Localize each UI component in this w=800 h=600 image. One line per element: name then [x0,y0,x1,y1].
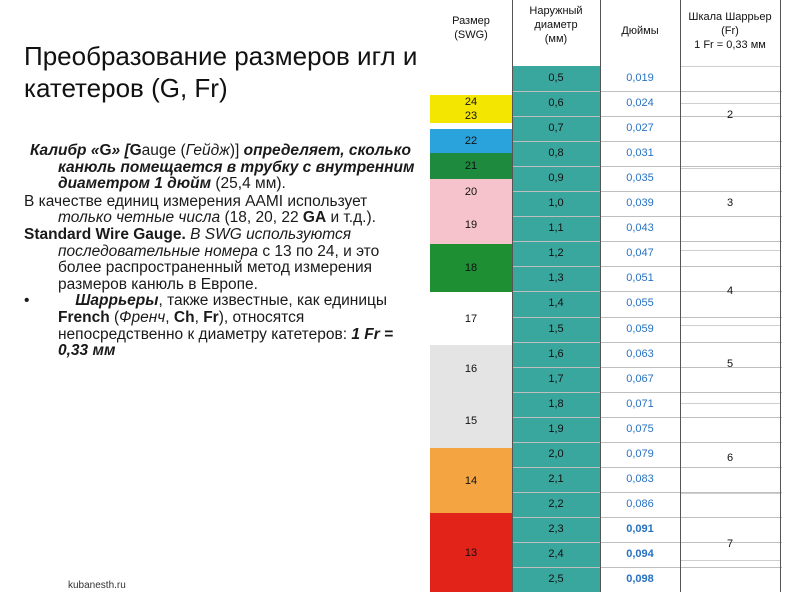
charriere-divider [680,560,780,561]
inch-cell: 0,031 [626,147,654,160]
swg-size-17: 17 [430,292,512,345]
row-line [512,91,782,92]
inch-cell: 0,047 [626,247,654,260]
diameter-cell: 0,8 [548,147,564,160]
row-line [512,392,782,393]
inch-cell: 0,071 [626,397,654,410]
diameter-cell: 1,2 [548,247,564,260]
header-text: диаметр [534,19,578,31]
footer-source: kubanesth.ru [68,580,126,591]
text-run: ( [109,308,120,326]
inch-cell: 0,051 [626,272,654,285]
swg-size-24: 24 [430,95,512,109]
diameter-cell: 0,5 [548,72,564,84]
row-line [512,342,782,343]
row-line [512,567,782,568]
text-run: определяет, сколько канюль помещается в трубку с внутренним диаметром 1 дюйм [58,142,415,193]
text-run: , также известные, как единицы [158,292,388,310]
text-run: French [58,308,110,326]
row-line [512,467,782,468]
text-run: )] [229,142,244,159]
charriere-value: 7 [726,538,734,550]
row-line [512,517,782,518]
row-line [512,266,782,267]
paragraph-aami [24,194,419,227]
swg-size-14: 14 [430,448,512,513]
header-text: Размер [452,15,490,27]
text-run: (18, 20, 22 [220,209,303,227]
charriere-value: 4 [726,285,734,297]
text-run: , [165,308,174,326]
swg-size-23: 23 [430,109,512,123]
inch-cell: 0,039 [626,197,654,210]
header-text: Шкала Шаррьер [688,11,772,23]
header-text: 1 Fr = 0,33 мм [694,39,766,51]
inch-cell: 0,063 [626,347,654,360]
column-divider [600,0,601,592]
diameter-cell: 0,6 [548,97,564,110]
inch-cell: 0,086 [626,497,654,510]
diameter-cell: 1,8 [548,397,564,410]
inch-cell: 0,043 [626,222,654,235]
diameter-cell: 2,2 [548,497,564,510]
slide-title: Преобразование размеров игл и катетеров (G, Fr) [24,41,418,103]
text-run: В качестве единиц измерения AAMI использует [24,192,368,210]
text-run: Fr [203,308,219,326]
inch-cell: 0,024 [626,97,654,110]
paragraph-charriere [24,293,419,359]
column-divider [512,0,513,592]
header-text: (Fr) [721,25,739,37]
swg-size-20: 20 [430,179,512,205]
inch-cell: 0,067 [626,372,654,385]
text-run: Шаррьеры [75,292,159,310]
paragraph-gauge [24,143,419,193]
diameter-cell: 1,3 [548,272,564,285]
charriere-value: 2 [726,109,734,121]
charriere-divider [680,250,780,251]
row-line [512,216,782,217]
diameter-cell: 2,3 [548,522,564,535]
inch-cell: 0,083 [626,472,654,485]
diameter-cell: 1,6 [548,347,564,360]
header-text: Дюймы [621,25,659,37]
inch-cell: 0,079 [626,447,654,460]
charriere-divider [680,168,780,169]
diameter-cell: 2,1 [548,472,564,485]
diameter-cell: 2,0 [548,447,564,460]
text-run: , [194,308,204,326]
charriere-value: 6 [726,452,734,464]
charriere-divider [680,103,780,104]
header-diameter [512,4,600,70]
header-text: Наружный [529,5,583,17]
row-line [512,317,782,318]
text-run: Standard Wire Gauge. [24,225,186,243]
inch-cell: 0,075 [626,422,654,435]
charriere-divider [680,325,780,326]
text-run: Калибр « [30,142,100,159]
text-run: Ch [173,308,195,326]
text-run: G [99,142,112,159]
text-run: » [ [111,142,130,159]
inch-cell: 0,035 [626,172,654,185]
inch-cell: 0,098 [626,573,654,585]
charriere-divider [680,493,780,494]
diameter-cell: 1,9 [548,422,564,435]
paragraph-swg [24,227,419,293]
row-line [512,141,782,142]
diameter-cell: 1,7 [548,372,564,385]
text-run: с 13 по 24, и это более распространенный метод измерения размеров канюль в Европе. [58,242,380,293]
text-run: только четные числа [58,209,221,227]
swg-size-18: 18 [430,244,512,292]
body-text [24,143,419,360]
diameter-cell: 1,5 [548,322,564,335]
text-run: В SWG используются последовательные номера [58,225,351,260]
diameter-cell: 1,0 [548,197,564,210]
inch-cell: 0,019 [626,72,654,84]
conversion-table [430,0,782,592]
header-text: (SWG) [454,29,488,41]
row-line [512,241,782,242]
text-run: Френч [119,308,166,326]
swg-size-15: 15 [430,393,512,448]
text-run: 1 Fr = 0,33 мм [58,325,394,360]
charriere-value: 3 [726,197,734,209]
text-run: и т.д.). [326,209,376,227]
text-run: auge ( [141,142,186,159]
diameter-cell: 1,4 [548,297,564,310]
row-line [512,442,782,443]
inch-cell: 0,055 [626,297,654,310]
inch-cell: 0,059 [626,322,654,335]
diameter-cell: 0,7 [548,122,564,135]
inch-cell: 0,091 [626,522,654,535]
row-line [512,417,782,418]
column-divider [780,0,781,592]
swg-size-22: 22 [430,129,512,153]
text-run: G [129,142,142,159]
diameter-cell: 2,4 [548,547,564,560]
inch-cell: 0,094 [626,547,654,560]
text-run: ), относятся непосредственно к диаметру катетеров: [58,308,352,343]
charriere-divider [680,66,780,67]
header-swg [430,14,512,80]
inch-cell: 0,027 [626,122,654,135]
diameter-cell: 2,5 [548,573,564,585]
diameter-cell: 0,9 [548,172,564,185]
text-run: Гейдж [185,142,230,159]
column-divider [680,0,681,592]
swg-size-16: 16 [430,345,512,393]
text-run: GA [302,209,327,227]
charriere-divider [680,403,780,404]
bullet-icon: • [24,292,30,310]
swg-size-13: 13 [430,513,512,592]
charriere-value: 5 [726,358,734,370]
header-text: (мм) [544,33,568,45]
text-run: (25,4 мм). [211,175,286,193]
row-line [512,191,782,192]
diameter-cell: 1,1 [548,222,564,235]
swg-size-21: 21 [430,153,512,179]
swg-size-19: 19 [430,205,512,244]
